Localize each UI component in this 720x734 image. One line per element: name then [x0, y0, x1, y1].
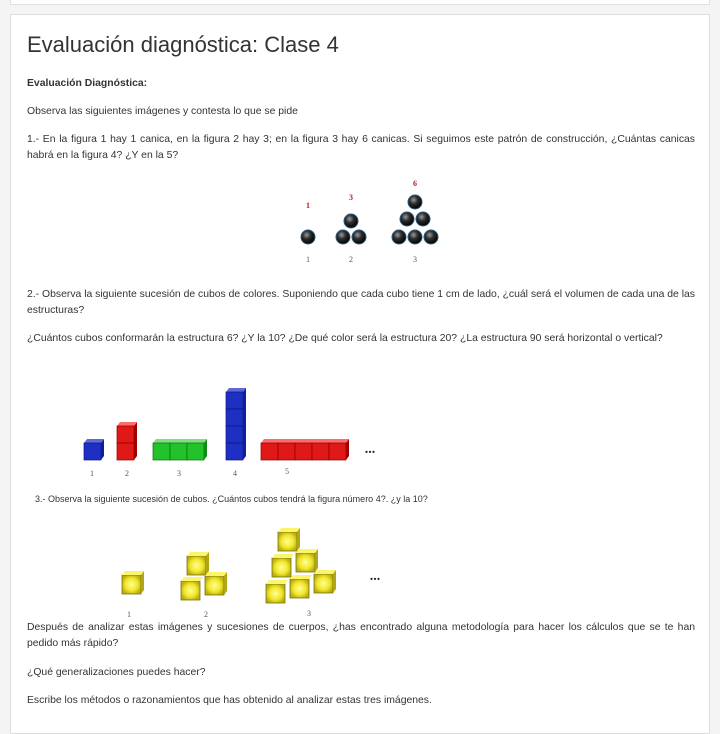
- marble: [336, 230, 350, 244]
- paragraph-generalizations: ¿Qué generalizaciones puedes hacer?: [27, 667, 206, 678]
- marble-count-2: 3: [349, 193, 353, 202]
- paragraph-methods: Escribe los métodos o razonamientos que has obtenido al analizar estas tres imágenes.: [27, 695, 432, 706]
- marble-group-2: [336, 214, 366, 244]
- paragraph-methodology: Después de analizar estas imágenes y sucesiones de cuerpos, ¿has encontrado alguna metodología para hacer los cálculos que se te han pedido más rápido?: [27, 622, 695, 649]
- marble-group-1: [301, 230, 315, 244]
- yellow-structure-1: [122, 571, 144, 594]
- question-3: 3.- Observa la siguiente sucesión de cubos. ¿Cuántos cubos tendrá la figura número 4?. ¿y la 10?: [35, 494, 428, 504]
- marble: [408, 230, 422, 244]
- yellow-cube: [122, 575, 141, 594]
- cube-structure-3: [153, 439, 207, 460]
- marble: [408, 195, 422, 209]
- yellow-ellipsis: ...: [369, 569, 381, 584]
- cube-label-4: 4: [233, 469, 237, 478]
- yellow-label-3: 3: [307, 609, 311, 618]
- cube-label-1: 1: [90, 469, 94, 478]
- yellow-structure-3: [266, 528, 336, 603]
- marble: [301, 230, 315, 244]
- yellow-structure-2: [181, 552, 227, 600]
- marble: [352, 230, 366, 244]
- marble-label-3: 3: [413, 255, 417, 264]
- content-card: [10, 14, 710, 734]
- marble-label-1: 1: [306, 255, 310, 264]
- marbles-figure: [291, 178, 461, 268]
- cube-label-5: 5: [285, 467, 289, 476]
- cube-label-3: 3: [177, 469, 181, 478]
- intro-text: Observa las siguientes imágenes y contesta lo que se pide: [27, 106, 298, 117]
- marble-label-2: 2: [349, 255, 353, 264]
- cube-structure-2: [117, 422, 137, 460]
- cube-structure-5: [261, 439, 349, 460]
- question-1: 1.- En la figura 1 hay 1 canica, en la figura 2 hay 3; en la figura 3 hay 6 canicas. Si seguimos este patrón de construcción, ¿Cuántas canicas habrá en la figura 4? ¿Y en la 5?: [27, 134, 695, 161]
- marble: [344, 214, 358, 228]
- marble-count-1: 1: [306, 201, 310, 210]
- marble: [416, 212, 430, 226]
- section-subtitle: Evaluación Diagnóstica:: [27, 78, 148, 89]
- yellow-label-1: 1: [127, 610, 131, 619]
- marble-count-3: 6: [413, 179, 417, 188]
- question-2: 2.- Observa la siguiente sucesión de cubos de colores. Suponiendo que cada cubo tiene 1 cm de lado, ¿cuál será el volumen de cada una de las estructuras?: [27, 289, 695, 316]
- cube-structure-1: [84, 439, 104, 460]
- cube-structure-4: [226, 388, 246, 460]
- colored-cubes-figure: [71, 370, 391, 490]
- marble: [424, 230, 438, 244]
- cube-label-2: 2: [125, 469, 129, 478]
- marble-group-3: [392, 195, 438, 244]
- marble: [392, 230, 406, 244]
- cube-ellipsis: ...: [364, 442, 376, 457]
- yellow-label-2: 2: [204, 610, 208, 619]
- question-2b: ¿Cuántos cubos conformarán la estructura 6? ¿Y la 10? ¿De qué color será la estructura 20? ¿La estructura 90 será horizontal o vertical?: [27, 333, 663, 344]
- page-title: Evaluación diagnóstica: Clase 4: [27, 32, 339, 57]
- yellow-cubes-figure: [101, 512, 401, 622]
- marble: [400, 212, 414, 226]
- top-bar: [10, 0, 710, 5]
